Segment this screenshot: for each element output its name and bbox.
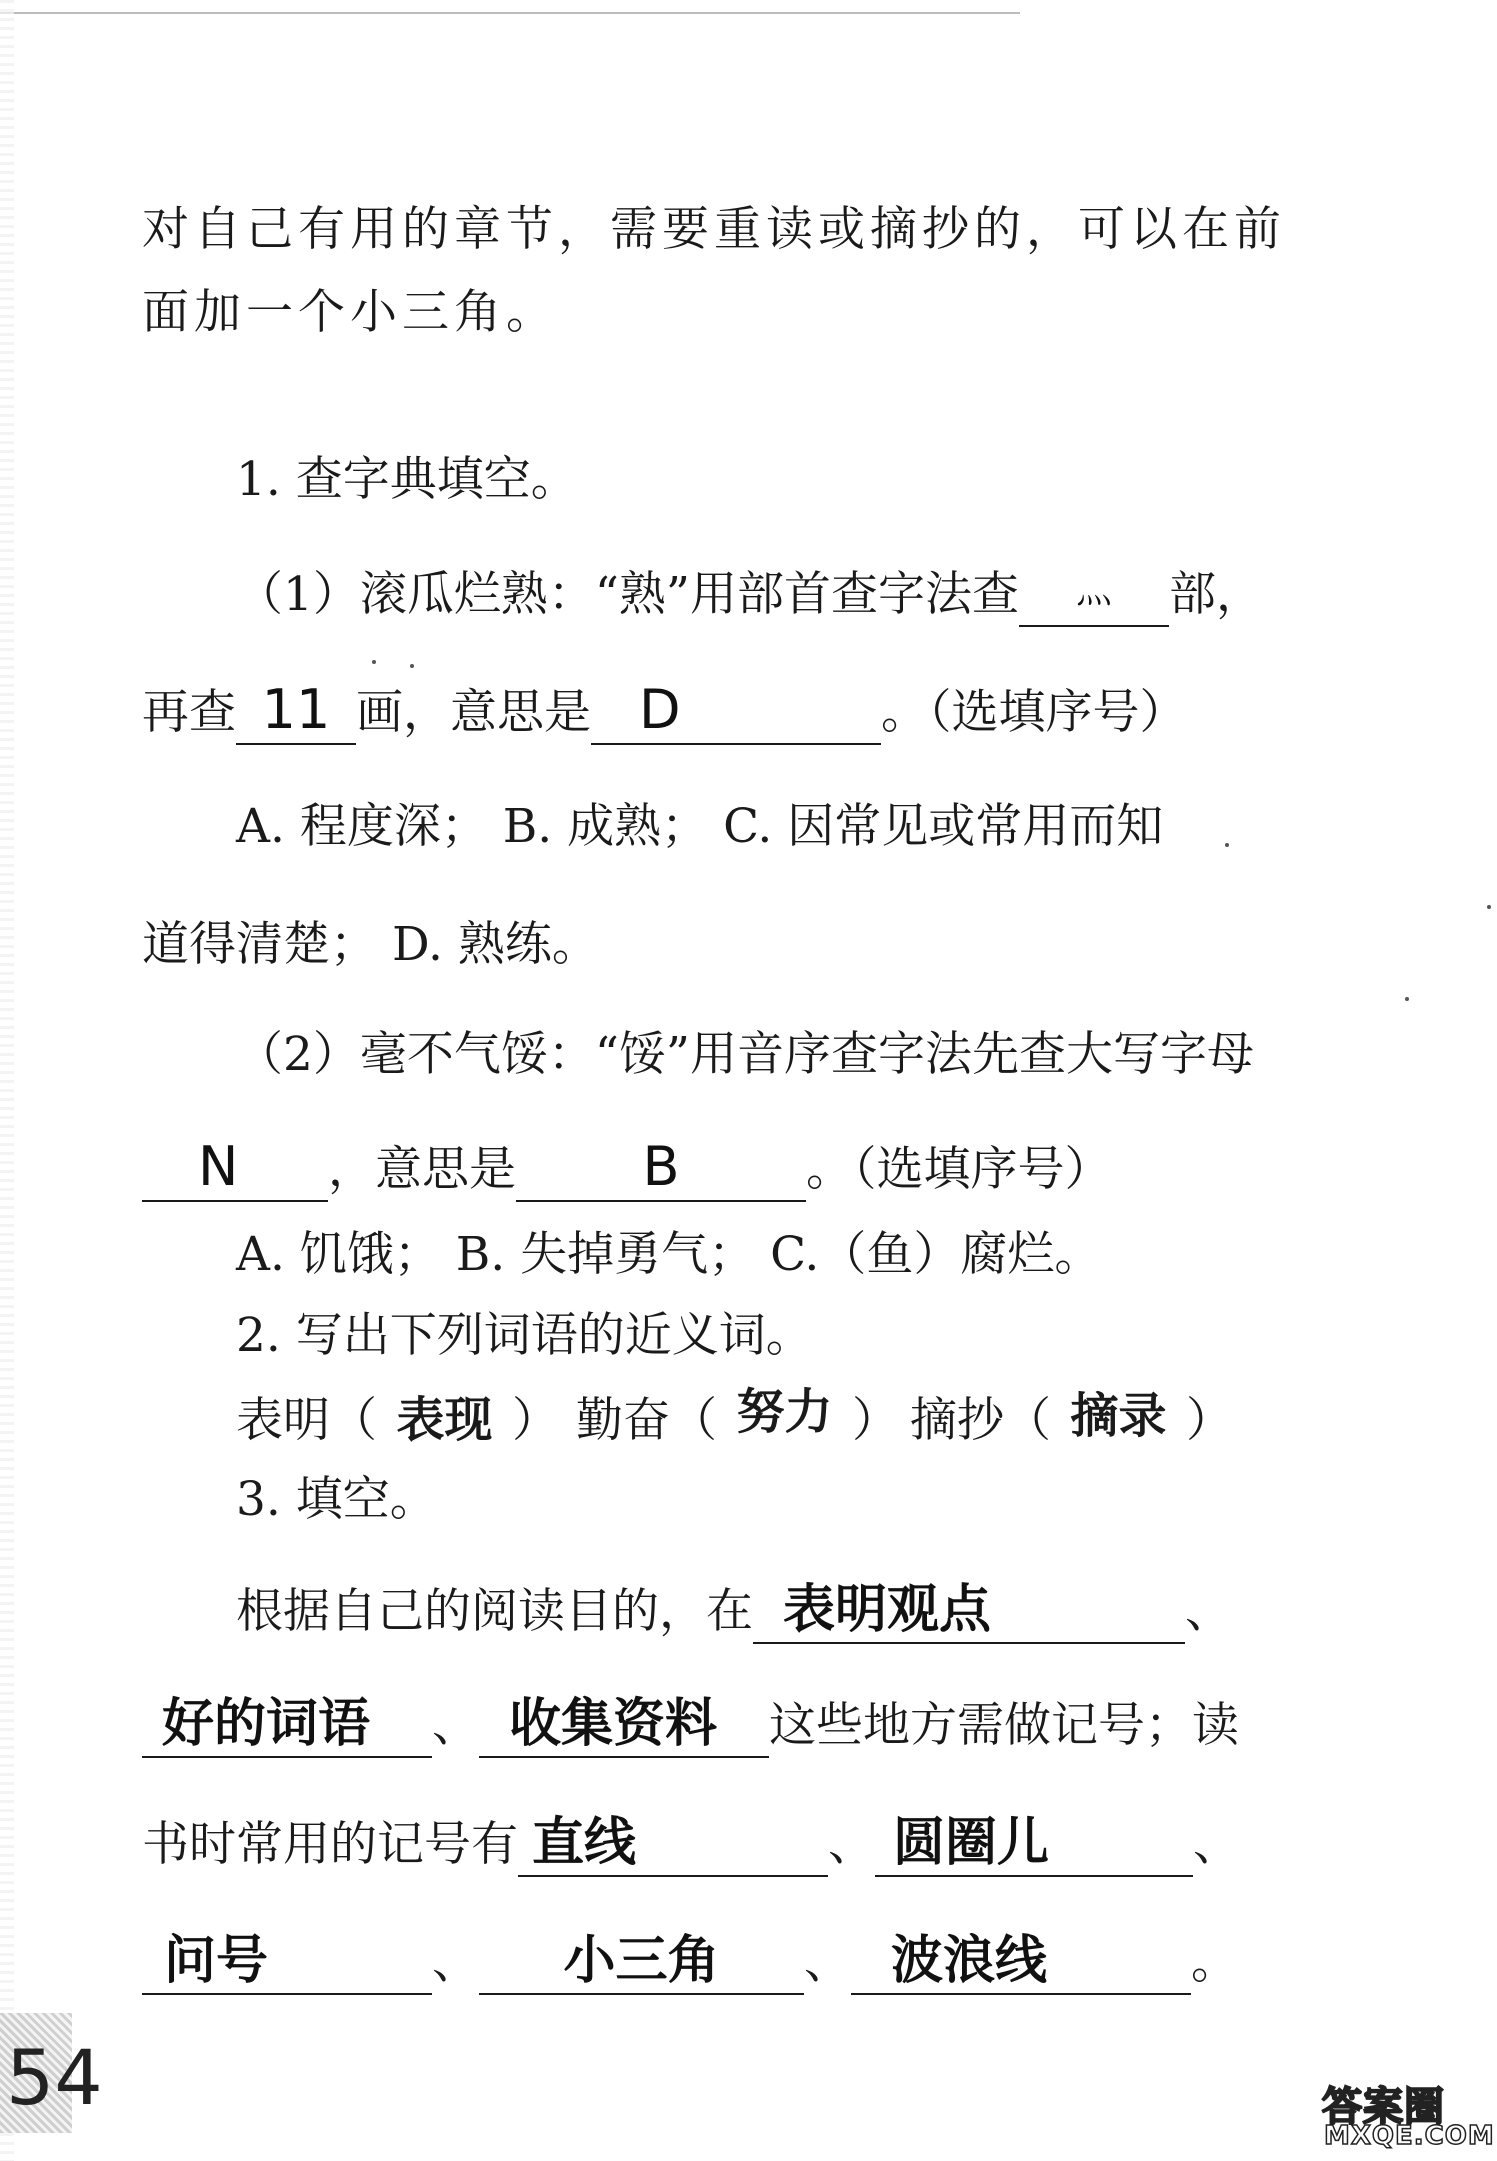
q3-mark-3: 问号 xyxy=(164,1931,269,1991)
radical-answer: 灬 xyxy=(1075,570,1112,611)
q3-blank-1[interactable] xyxy=(753,1580,1185,1644)
strokes-blank[interactable] xyxy=(236,678,356,745)
q3-mark-2: 圆圈儿 xyxy=(893,1813,1050,1873)
q3-mark-blank-1[interactable] xyxy=(518,1813,828,1877)
q1-sub1-line2-prefix: 再查 xyxy=(142,685,236,740)
q2-answer-2[interactable]: 努力 xyxy=(736,1384,833,1440)
q3-answer-2: 好的词语 xyxy=(162,1694,371,1754)
meaning-blank-1[interactable] xyxy=(591,678,881,745)
radical-blank[interactable] xyxy=(1019,571,1169,627)
scan-dot xyxy=(1405,997,1409,1001)
q2-answer-1[interactable]: 表现 xyxy=(396,1392,493,1448)
q3-title: 3. 填空。 xyxy=(236,1472,437,1527)
q3-mark-5: 波浪线 xyxy=(891,1931,1048,1991)
strokes-answer: 11 xyxy=(261,678,331,741)
q2-pair-1: 表明（ 表现 ） xyxy=(236,1392,559,1448)
scan-dot xyxy=(1225,843,1229,847)
q1-sub2-line2 xyxy=(142,1135,1112,1202)
q3-mark-blank-2[interactable] xyxy=(875,1813,1193,1877)
q3-sep-2: 、 xyxy=(432,1698,479,1753)
scan-dot xyxy=(1487,905,1491,909)
meaning-answer-1: D xyxy=(639,678,681,741)
q3-answer-1: 表明观点 xyxy=(783,1580,992,1640)
q3-blank-2[interactable] xyxy=(142,1694,432,1758)
intro-line-2: 面加一个小三角。 xyxy=(142,285,558,340)
top-rule xyxy=(0,12,1020,14)
site-watermark-logo xyxy=(1322,2075,1495,2155)
q1-sub1-line2-mid: 画，意思是 xyxy=(356,685,591,740)
q3-sep-4: 、 xyxy=(1193,1817,1240,1872)
q1-sub1-line2 xyxy=(142,678,1187,745)
q1-title: 1. 查字典填空。 xyxy=(236,452,578,507)
q3-line1-prefix: 根据自己的阅读目的，在 xyxy=(236,1584,753,1639)
watermark-bottom-text: MXQE.COM xyxy=(1324,2121,1495,2151)
meaning-blank-2[interactable] xyxy=(516,1135,806,1202)
q3-sep-5: 、 xyxy=(432,1935,479,1990)
q3-mark-4: 小三角 xyxy=(563,1931,720,1991)
q1-sub2-line1: （2）毫不气馁：“馁”用音序查字法先查大写字母 xyxy=(236,1027,1254,1082)
meaning-answer-2: B xyxy=(642,1135,680,1198)
q2-title: 2. 写出下列词语的近义词。 xyxy=(236,1308,813,1363)
q2-pair-2: 勤奋（ 努力 ） xyxy=(576,1384,899,1448)
q3-line-4 xyxy=(142,1933,1238,1995)
q1-sub1-line2-suffix: 。（选填序号） xyxy=(881,685,1187,740)
q2-answer-3[interactable]: 摘录 xyxy=(1070,1388,1167,1444)
q3-mark-1: 直线 xyxy=(532,1813,637,1873)
watermark-top-text: 答案圈 xyxy=(1322,2084,1445,2130)
q1-sub1-options-2: 道得清楚； D. 熟练。 xyxy=(142,917,599,972)
q3-line3-prefix: 书时常用的记号有 xyxy=(142,1817,518,1872)
q1-sub1-options-1: A. 程度深； B. 成熟； C. 因常见或常用而知 xyxy=(236,799,1164,854)
q1-sub1-prefix: （1）滚瓜烂熟：“熟”用部首查字法查 xyxy=(236,567,1019,622)
q3-line-3 xyxy=(142,1815,1240,1877)
q2-word-1: 表明 xyxy=(236,1393,330,1448)
q3-sep-6: 、 xyxy=(804,1935,851,1990)
page-number-tab xyxy=(0,2013,103,2133)
q3-sep-3: 、 xyxy=(828,1817,875,1872)
q1-sub1-suffix: 部， xyxy=(1168,567,1263,622)
q2-word-2: 勤奋 xyxy=(576,1393,670,1448)
q3-mark-blank-4[interactable] xyxy=(479,1931,804,1995)
q3-line-2 xyxy=(142,1696,1239,1758)
q1-sub1-line1 xyxy=(236,565,1263,627)
q3-line-1 xyxy=(236,1582,1232,1644)
q3-line2-suffix: 这些地方需做记号；读 xyxy=(769,1698,1239,1753)
q3-blank-3[interactable] xyxy=(479,1694,769,1758)
q2-word-3: 摘抄 xyxy=(910,1393,1004,1448)
q2-pair-3: 摘抄（ 摘录 ） xyxy=(910,1388,1233,1448)
scan-edge xyxy=(0,0,14,2161)
q1-sub2-suffix: 。（选填序号） xyxy=(806,1142,1112,1197)
letter-blank[interactable] xyxy=(142,1135,328,1202)
q3-end: 。 xyxy=(1191,1935,1238,1990)
q1-sub2-options: A. 饥饿； B. 失掉勇气； C.（鱼）腐烂。 xyxy=(236,1227,1102,1282)
q1-sub2-mid: ，意思是 xyxy=(328,1142,516,1197)
q3-sep-1: 、 xyxy=(1185,1584,1232,1639)
page-number: 54 xyxy=(6,2033,103,2122)
scan-dot xyxy=(372,660,376,664)
intro-line-1: 对自己有用的章节，需要重读或摘抄的，可以在前 xyxy=(142,202,1286,257)
q3-mark-blank-5[interactable] xyxy=(851,1931,1191,1995)
q3-answer-3: 收集资料 xyxy=(509,1694,718,1754)
letter-answer: N xyxy=(198,1135,239,1198)
q3-mark-blank-3[interactable] xyxy=(142,1931,432,1995)
scan-dot xyxy=(410,664,414,668)
